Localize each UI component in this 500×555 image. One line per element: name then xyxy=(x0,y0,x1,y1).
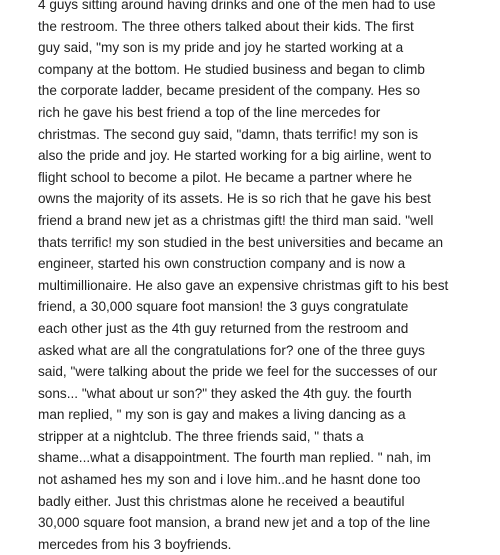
text-line: multimillionaire. He also gave an expensive christmas gift to his best xyxy=(38,277,449,293)
text-line: stripper at a nightclub. The three friends said, " thats a xyxy=(38,428,364,444)
text-line: christmas. The second guy said, "damn, thats terrific! my son is xyxy=(38,126,419,142)
text-line: friend a brand new jet as a christmas gift! the third man said. "well xyxy=(38,212,434,228)
text-line: not ashamed hes my son and i love him..and he hasnt done too xyxy=(38,472,421,488)
text-line: 30,000 square foot mansion, a brand new jet and a top of the line xyxy=(38,515,431,531)
text-line: 4 guys sitting around having drinks and one of the men had to use xyxy=(38,0,436,12)
text-line: company at the bottom. He studied business and began to climb xyxy=(38,61,425,77)
text-line: said, "were talking about the pride we feel for the successes of our xyxy=(38,364,438,380)
text-line: owns the majority of its assets. He is so rich that he gave his best xyxy=(38,191,431,207)
text-line: mercedes from his 3 boyfriends. xyxy=(38,536,232,552)
text-line: thats terrific! my son studied in the best universities and became an xyxy=(38,234,443,250)
text-line: also the pride and joy. He started working for a big airline, went to xyxy=(38,148,432,164)
text-line: shame...what a disappointment. The fourth man replied. " nah, im xyxy=(38,450,431,466)
text-line: guy said, "my son is my pride and joy he started working at a xyxy=(38,40,404,56)
text-line: each other just as the 4th guy returned from the restroom and xyxy=(38,320,409,336)
text-line: engineer, started his own construction company and is now a xyxy=(38,256,406,272)
text-line: the corporate ladder, became president of the company. Hes so xyxy=(38,83,421,99)
text-line: sons... "what about ur son?" they asked the 4th guy. the fourth xyxy=(38,385,412,401)
story-text xyxy=(38,0,496,555)
text-line: friend, a 30,000 square foot mansion! the 3 guys congratulate xyxy=(38,299,409,315)
text-line: man replied, " my son is gay and makes a living dancing as a xyxy=(38,407,406,423)
text-line: the restroom. The three others talked about their kids. The first xyxy=(38,18,414,34)
text-line: asked what are all the congratulations for? one of the three guys xyxy=(38,342,425,358)
text-line: rich he gave his best friend a top of the line mercedes for xyxy=(38,104,381,120)
text-line: flight school to become a pilot. He became a partner where he xyxy=(38,169,413,185)
text-line: badly either. Just this christmas alone he received a beautiful xyxy=(38,493,405,509)
